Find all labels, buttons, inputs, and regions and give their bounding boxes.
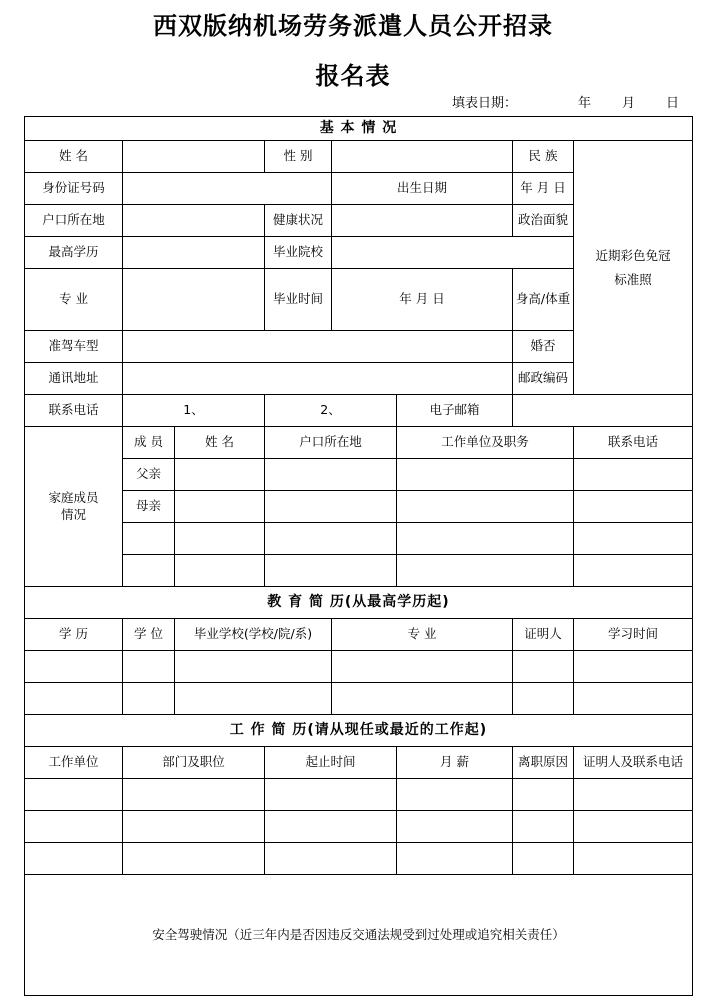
family-label-line1: 家庭成员 <box>48 489 99 505</box>
edu-header-major: 专 业 <box>332 619 513 651</box>
photo-caption-line1: 近期彩色免冠 <box>595 247 671 263</box>
family-cell[interactable] <box>175 523 265 555</box>
name-field[interactable] <box>123 141 265 173</box>
family-cell[interactable] <box>397 523 574 555</box>
family-row <box>25 523 693 555</box>
postcode-label: 邮政编码 <box>513 363 574 395</box>
work-cell[interactable] <box>265 779 397 811</box>
work-cell[interactable] <box>123 843 265 875</box>
family-label-line2: 情况 <box>60 506 86 522</box>
family-cell[interactable] <box>574 523 693 555</box>
fill-date-day: 日 <box>666 96 680 111</box>
family-header-employer: 工作单位及职务 <box>397 427 574 459</box>
ethnicity-label: 民 族 <box>513 141 574 173</box>
edu-cell[interactable] <box>25 651 123 683</box>
photo-caption-line2: 标准照 <box>614 271 652 287</box>
form-subtitle: 报名表 <box>315 62 391 90</box>
edu-cell[interactable] <box>175 651 332 683</box>
registration-form-table <box>24 116 693 996</box>
work-history-header: 工 作 简 历(请从现任或最近的工作起) <box>25 715 693 747</box>
major-label: 专 业 <box>25 269 123 331</box>
family-cell[interactable] <box>574 459 693 491</box>
work-cell[interactable] <box>574 779 693 811</box>
edu-cell[interactable] <box>175 683 332 715</box>
work-header-leave-reason: 离职原因 <box>513 747 574 779</box>
grad-time-field[interactable]: 年 月 日 <box>332 269 513 331</box>
edu-header-period: 学习时间 <box>574 619 693 651</box>
family-cell[interactable] <box>175 459 265 491</box>
work-cell[interactable] <box>513 843 574 875</box>
family-member-father: 父亲 <box>123 459 175 491</box>
work-cell[interactable] <box>25 811 123 843</box>
work-cell[interactable] <box>397 843 513 875</box>
family-cell[interactable] <box>175 491 265 523</box>
id-number-field[interactable] <box>123 173 332 205</box>
work-cell[interactable] <box>123 779 265 811</box>
phone1-field[interactable]: 1、 <box>123 395 265 427</box>
family-cell[interactable] <box>574 555 693 587</box>
work-row <box>25 779 693 811</box>
family-header-phone: 联系电话 <box>574 427 693 459</box>
family-cell[interactable] <box>175 555 265 587</box>
phone2-field[interactable]: 2、 <box>265 395 397 427</box>
school-field[interactable] <box>332 237 574 269</box>
education-history-header: 教 育 简 历(从最高学历起) <box>25 587 693 619</box>
family-header-hukou: 户口所在地 <box>265 427 397 459</box>
family-row <box>25 491 693 523</box>
education-field[interactable] <box>123 237 265 269</box>
family-member-mother: 母亲 <box>123 491 175 523</box>
work-cell[interactable] <box>265 843 397 875</box>
edu-cell[interactable] <box>332 651 513 683</box>
edu-cell[interactable] <box>123 683 175 715</box>
hukou-label: 户口所在地 <box>25 205 123 237</box>
hukou-field[interactable] <box>123 205 265 237</box>
school-label: 毕业院校 <box>265 237 332 269</box>
license-label: 准驾车型 <box>25 331 123 363</box>
work-cell[interactable] <box>265 811 397 843</box>
family-cell[interactable] <box>397 555 574 587</box>
work-cell[interactable] <box>513 811 574 843</box>
family-cell[interactable] <box>397 459 574 491</box>
address-label: 通讯地址 <box>25 363 123 395</box>
work-cell[interactable] <box>25 843 123 875</box>
birth-date-field[interactable]: 年 月 日 <box>513 173 574 205</box>
work-cell[interactable] <box>513 779 574 811</box>
work-cell[interactable] <box>25 779 123 811</box>
edu-cell[interactable] <box>574 683 693 715</box>
family-cell[interactable] <box>265 491 397 523</box>
work-row <box>25 843 693 875</box>
edu-cell[interactable] <box>513 683 574 715</box>
family-header-member: 成 员 <box>123 427 175 459</box>
gender-label: 性 别 <box>265 141 332 173</box>
work-row <box>25 811 693 843</box>
work-header-department: 部门及职位 <box>123 747 265 779</box>
edu-cell[interactable] <box>574 651 693 683</box>
major-field[interactable] <box>123 269 265 331</box>
fill-date-label: 填表日期： <box>452 96 518 111</box>
edu-cell[interactable] <box>332 683 513 715</box>
basic-info-header: 基 本 情 况 <box>25 117 693 141</box>
work-header-reference: 证明人及联系电话 <box>574 747 693 779</box>
family-cell[interactable] <box>265 555 397 587</box>
family-cell[interactable] <box>265 523 397 555</box>
license-field[interactable] <box>123 331 513 363</box>
family-row <box>25 555 693 587</box>
grad-time-label: 毕业时间 <box>265 269 332 331</box>
work-cell[interactable] <box>397 811 513 843</box>
phone-label: 联系电话 <box>25 395 123 427</box>
health-field[interactable] <box>332 205 513 237</box>
edu-cell[interactable] <box>25 683 123 715</box>
edu-row <box>25 683 693 715</box>
family-cell[interactable] <box>397 491 574 523</box>
work-cell[interactable] <box>574 811 693 843</box>
edu-header-degree-level: 学 历 <box>25 619 123 651</box>
work-header-salary: 月 薪 <box>397 747 513 779</box>
edu-cell[interactable] <box>123 651 175 683</box>
family-row <box>25 459 693 491</box>
work-header-period: 起止时间 <box>265 747 397 779</box>
health-label: 健康状况 <box>265 205 332 237</box>
education-label: 最高学历 <box>25 237 123 269</box>
family-header-name: 姓 名 <box>175 427 265 459</box>
fill-date-year: 年 <box>578 96 592 111</box>
work-cell[interactable] <box>574 843 693 875</box>
work-header-employer: 工作单位 <box>25 747 123 779</box>
family-member-3[interactable] <box>123 523 175 555</box>
email-label: 电子邮箱 <box>397 395 513 427</box>
family-cell[interactable] <box>265 459 397 491</box>
political-status-label: 政治面貌 <box>513 205 574 237</box>
safe-driving-label: 安全驾驶情况（近三年内是否因违反交通法规受到过处理或追究相关责任） <box>152 926 565 942</box>
edu-header-school: 毕业学校(学校/院/系) <box>175 619 332 651</box>
email-field[interactable] <box>513 395 693 427</box>
edu-header-degree: 学 位 <box>123 619 175 651</box>
fill-date-month: 月 <box>622 96 636 111</box>
height-weight-label: 身高/体重 <box>513 269 574 331</box>
safe-driving-field[interactable] <box>25 875 693 996</box>
name-label: 姓 名 <box>25 141 123 173</box>
edu-cell[interactable] <box>513 651 574 683</box>
work-cell[interactable] <box>397 779 513 811</box>
gender-field[interactable] <box>332 141 513 173</box>
photo-box[interactable] <box>574 141 693 395</box>
id-number-label: 身份证号码 <box>25 173 123 205</box>
marital-label: 婚否 <box>513 331 574 363</box>
birth-date-label: 出生日期 <box>332 173 513 205</box>
family-label <box>25 427 123 587</box>
family-cell[interactable] <box>574 491 693 523</box>
work-cell[interactable] <box>123 811 265 843</box>
form-title: 西双版纳机场劳务派遣人员公开招录 <box>153 12 553 40</box>
family-member-4[interactable] <box>123 555 175 587</box>
edu-header-reference: 证明人 <box>513 619 574 651</box>
address-field[interactable] <box>123 363 513 395</box>
edu-row <box>25 651 693 683</box>
